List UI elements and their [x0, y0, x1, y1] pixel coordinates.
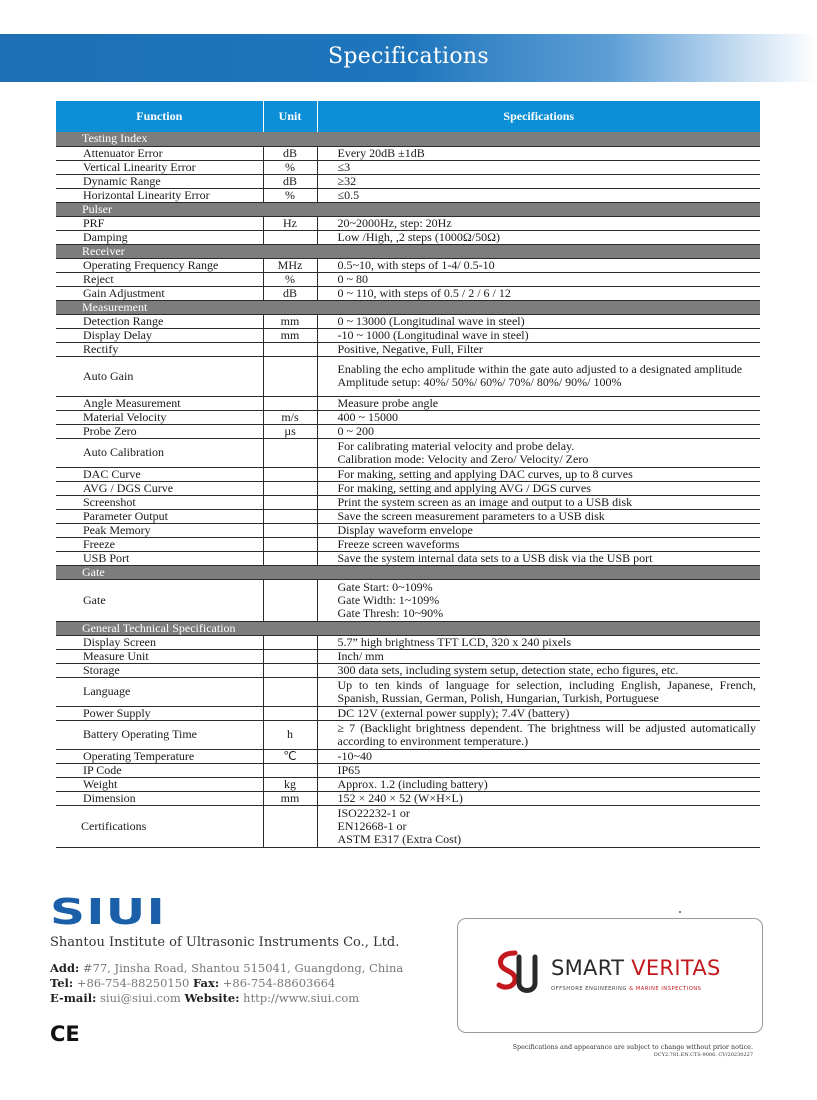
function-cell: Gain Adjustment: [56, 286, 263, 300]
spec-cell: [317, 258, 760, 272]
spec-line: Gate Start: 0~109%: [337, 579, 433, 594]
phone-line: [50, 976, 403, 991]
spec-cell: [317, 777, 760, 791]
spec-cell: [317, 523, 760, 537]
spec-line: ISO22232-1 or: [337, 805, 410, 820]
table-row: [56, 356, 760, 396]
siui-logo: SIUI: [50, 892, 167, 933]
section-title: Testing Index: [56, 132, 760, 146]
spec-line: Inch/ mm: [337, 648, 384, 663]
spec-cell: [317, 481, 760, 495]
spec-line: ≤3: [337, 159, 351, 174]
table-row: [56, 328, 760, 342]
unit-cell: µs: [263, 424, 317, 438]
spec-cell: [317, 467, 760, 481]
spec-cell: [317, 286, 760, 300]
unit-cell: dB: [263, 174, 317, 188]
unit-cell: [263, 495, 317, 509]
unit-cell: [263, 356, 317, 396]
table-row: [56, 677, 760, 706]
table-row: [56, 706, 760, 720]
spec-cell: [317, 342, 760, 356]
website-label: Website:: [184, 991, 240, 1005]
function-cell: Display Screen: [56, 635, 263, 649]
spec-line: DC 12V (external power supply); 7.4V (battery): [337, 705, 570, 720]
spec-line: IP65: [337, 762, 361, 777]
spec-line: Print the system screen as an image and output to a USB disk: [337, 494, 633, 509]
unit-cell: [263, 805, 317, 847]
spec-cell: [317, 230, 760, 244]
address-value: #77, Jinsha Road, Shantou 515041, Guangdong, China: [82, 961, 404, 975]
contact-block: [50, 961, 403, 1006]
col-header-function: Function: [56, 101, 263, 132]
table-row: [56, 216, 760, 230]
address-label: Add:: [50, 961, 80, 975]
table-row: [56, 342, 760, 356]
table-row: [56, 777, 760, 791]
table-row: [56, 509, 760, 523]
spec-cell: [317, 174, 760, 188]
table-row: [56, 230, 760, 244]
spec-line: 0 ~ 200: [337, 423, 374, 438]
spec-line: Positive, Negative, Full, Filter: [337, 341, 483, 356]
section-title: Receiver: [56, 244, 760, 258]
spec-line: ≤0.5: [337, 187, 360, 202]
spec-cell: [317, 495, 760, 509]
section-title: Measurement: [56, 300, 760, 314]
unit-cell: [263, 396, 317, 410]
spec-line: -10~40: [337, 748, 372, 763]
spec-cell: [317, 805, 760, 847]
spec-cell: [317, 720, 760, 749]
table-row: [56, 649, 760, 663]
spec-cell: [317, 579, 760, 621]
spec-line: ≥32: [337, 173, 357, 188]
function-cell: Vertical Linearity Error: [56, 160, 263, 174]
unit-cell: [263, 579, 317, 621]
function-cell: Angle Measurement: [56, 396, 263, 410]
spec-cell: [317, 356, 760, 396]
spec-cell: [317, 188, 760, 202]
section-title: General Technical Specification: [56, 621, 760, 635]
spec-line: Display waveform envelope: [337, 522, 473, 537]
unit-cell: %: [263, 160, 317, 174]
function-cell: Rectify: [56, 342, 263, 356]
table-row: [56, 523, 760, 537]
function-cell: Power Supply: [56, 706, 263, 720]
unit-cell: ℃: [263, 749, 317, 763]
document-code: DCY2.781.EN.CTS-9006. CV/20230227: [653, 1052, 753, 1058]
spec-line: Low /High, ,2 steps (1000Ω/50Ω): [337, 229, 500, 244]
table-row: [56, 663, 760, 677]
spec-cell: [317, 272, 760, 286]
function-cell: AVG / DGS Curve: [56, 481, 263, 495]
table-row: [56, 286, 760, 300]
col-header-specifications: Specifications: [317, 101, 760, 132]
unit-cell: [263, 438, 317, 467]
decorative-dot: [679, 911, 681, 913]
table-row: [56, 410, 760, 424]
function-cell: Display Delay: [56, 328, 263, 342]
table-row: [56, 720, 760, 749]
function-cell: Operating Temperature: [56, 749, 263, 763]
spec-line: 300 data sets, including system setup, detection state, echo figures, etc.: [337, 662, 679, 677]
partner-name: [551, 956, 721, 980]
spec-line: Gate Thresh: 10~90%: [337, 605, 444, 620]
col-header-unit: Unit: [263, 101, 317, 132]
spec-line: 0 ~ 110, with steps of 0.5 / 2 / 6 / 12: [337, 285, 511, 300]
spec-line: Save the system internal data sets to a USB disk via the USB port: [337, 550, 653, 565]
unit-cell: mm: [263, 314, 317, 328]
spec-line: 0 ~ 80: [337, 271, 368, 286]
spec-cell: [317, 216, 760, 230]
table-row: [56, 749, 760, 763]
spec-cell: [317, 649, 760, 663]
table-row: [56, 424, 760, 438]
function-cell: Auto Gain: [56, 356, 263, 396]
partner-name-part2: VERITAS: [631, 956, 721, 980]
partner-tagline-part1: OFFSHORE ENGINEERING: [551, 986, 627, 992]
spec-line: Approx. 1.2 (including battery): [337, 776, 488, 791]
function-cell: Measure Unit: [56, 649, 263, 663]
spec-cell: [317, 763, 760, 777]
table-row: [56, 146, 760, 160]
spec-table-container: [56, 101, 760, 848]
spec-line: 0.5~10, with steps of 1-4/ 0.5-10: [337, 257, 495, 272]
spec-cell: [317, 146, 760, 160]
section-row: [56, 202, 760, 216]
section-row: [56, 244, 760, 258]
unit-cell: h: [263, 720, 317, 749]
spec-cell: [317, 635, 760, 649]
table-row: [56, 791, 760, 805]
function-cell: Horizontal Linearity Error: [56, 188, 263, 202]
spec-cell: [317, 663, 760, 677]
unit-cell: [263, 230, 317, 244]
spec-line: ASTM E317 (Extra Cost): [337, 831, 462, 846]
unit-cell: Hz: [263, 216, 317, 230]
table-row: [56, 537, 760, 551]
spec-cell: [317, 328, 760, 342]
spec-line: Freeze screen waveforms: [337, 536, 460, 551]
tel-value: +86-754-88250150: [76, 976, 190, 990]
partner-tagline: [551, 986, 701, 992]
table-row: [56, 258, 760, 272]
spec-line: Up to ten kinds of language for selection, including English, Japanese, French, Spanish, Russian, German, Polish, Hungarian, Turkish, Portuguese: [337, 677, 756, 705]
spec-cell: [317, 749, 760, 763]
function-cell: Language: [56, 677, 263, 706]
unit-cell: MHz: [263, 258, 317, 272]
function-cell: Parameter Output: [56, 509, 263, 523]
unit-cell: [263, 635, 317, 649]
spec-line: Enabling the echo amplitude within the gate auto adjusted to a designated amplitude: [337, 362, 743, 376]
email-link[interactable]: siui@siui.com: [100, 991, 181, 1005]
function-cell: USB Port: [56, 551, 263, 565]
address-line: [50, 961, 403, 976]
function-cell: Screenshot: [56, 495, 263, 509]
function-cell: DAC Curve: [56, 467, 263, 481]
unit-cell: [263, 663, 317, 677]
function-cell: Detection Range: [56, 314, 263, 328]
spec-line: For making, setting and applying AVG / DGS curves: [337, 480, 591, 495]
function-cell: Dynamic Range: [56, 174, 263, 188]
unit-cell: %: [263, 188, 317, 202]
spec-table: [56, 101, 760, 848]
section-row: [56, 300, 760, 314]
spec-line: EN12668-1 or: [337, 818, 407, 833]
spec-table-body: [56, 132, 760, 847]
function-cell: Dimension: [56, 791, 263, 805]
spec-cell: [317, 791, 760, 805]
unit-cell: mm: [263, 791, 317, 805]
table-row: [56, 438, 760, 467]
function-cell: Reject: [56, 272, 263, 286]
table-row: [56, 188, 760, 202]
spec-line: Amplitude setup: 40%/ 50%/ 60%/ 70%/ 80%/ 90%/ 100%: [337, 375, 622, 389]
spec-cell: [317, 509, 760, 523]
smart-veritas-emblem-icon: [495, 949, 541, 999]
spec-line: Calibration mode: Velocity and Zero/ Velocity/ Zero: [337, 451, 589, 466]
spec-cell: [317, 396, 760, 410]
page-title: Specifications: [328, 44, 489, 69]
function-cell: Material Velocity: [56, 410, 263, 424]
function-cell: Attenuator Error: [56, 146, 263, 160]
spec-cell: [317, 706, 760, 720]
company-name: Shantou Institute of Ultrasonic Instruments Co., Ltd.: [50, 935, 400, 950]
spec-cell: [317, 537, 760, 551]
spec-line: Measure probe angle: [337, 395, 439, 410]
table-row: [56, 174, 760, 188]
table-row: [56, 272, 760, 286]
spec-line: 20~2000Hz, step: 20Hz: [337, 215, 452, 230]
table-row: [56, 481, 760, 495]
unit-cell: [263, 523, 317, 537]
ce-mark: CE: [50, 1022, 80, 1046]
function-cell: PRF: [56, 216, 263, 230]
function-cell: Weight: [56, 777, 263, 791]
section-row: [56, 621, 760, 635]
function-cell: Freeze: [56, 537, 263, 551]
unit-cell: [263, 649, 317, 663]
spec-line: 152 × 240 × 52 (W×H×L): [337, 790, 463, 805]
function-cell: Peak Memory: [56, 523, 263, 537]
function-cell: Auto Calibration: [56, 438, 263, 467]
spec-line: -10 ~ 1000 (Longitudinal wave in steel): [337, 327, 529, 342]
partner-name-part1: SMART: [551, 956, 625, 980]
function-cell: Damping: [56, 230, 263, 244]
spec-line: 5.7” high brightness TFT LCD, 320 x 240 pixels: [337, 634, 572, 649]
spec-line: Gate Width: 1~109%: [337, 592, 440, 607]
unit-cell: [263, 467, 317, 481]
section-title: Gate: [56, 565, 760, 579]
unit-cell: [263, 509, 317, 523]
unit-cell: [263, 537, 317, 551]
spec-line: For calibrating material velocity and probe delay.: [337, 438, 575, 453]
unit-cell: [263, 763, 317, 777]
function-cell: IP Code: [56, 763, 263, 777]
spec-cell: [317, 551, 760, 565]
web-line: [50, 991, 403, 1006]
table-row: [56, 763, 760, 777]
tel-label: Tel:: [50, 976, 74, 990]
disclaimer: Specifications and appearance are subject to change without prior notice.: [512, 1043, 753, 1051]
partner-tagline-sep: &: [629, 986, 634, 992]
spec-cell: [317, 410, 760, 424]
unit-cell: mm: [263, 328, 317, 342]
table-row: [56, 551, 760, 565]
unit-cell: dB: [263, 286, 317, 300]
spec-cell: [317, 160, 760, 174]
email-label: E-mail:: [50, 991, 97, 1005]
spec-cell: [317, 677, 760, 706]
unit-cell: [263, 677, 317, 706]
spec-line: ≥ 7 (Backlight brightness dependent. The brightness will be adjusted automatically according to environment temperature.): [337, 720, 756, 748]
function-cell: Battery Operating Time: [56, 720, 263, 749]
spec-line: Every 20dB ±1dB: [337, 145, 425, 160]
spec-cell: [317, 438, 760, 467]
section-row: [56, 565, 760, 579]
function-cell: Certifications: [56, 805, 263, 847]
spec-cell: [317, 424, 760, 438]
function-cell: Gate: [56, 579, 263, 621]
fax-label: Fax:: [193, 976, 220, 990]
unit-cell: [263, 481, 317, 495]
table-row: [56, 805, 760, 847]
spec-line: 400 ~ 15000: [337, 409, 398, 424]
fax-value: +86-754-88603664: [222, 976, 336, 990]
table-row: [56, 160, 760, 174]
spec-line: 0 ~ 13000 (Longitudinal wave in steel): [337, 313, 525, 328]
table-row: [56, 579, 760, 621]
table-row: [56, 396, 760, 410]
unit-cell: [263, 551, 317, 565]
function-cell: Operating Frequency Range: [56, 258, 263, 272]
partner-tagline-part2: MARINE INSPECTIONS: [635, 986, 702, 992]
unit-cell: m/s: [263, 410, 317, 424]
table-row: [56, 314, 760, 328]
unit-cell: %: [263, 272, 317, 286]
unit-cell: [263, 706, 317, 720]
table-header-row: [56, 101, 760, 132]
unit-cell: dB: [263, 146, 317, 160]
table-row: [56, 635, 760, 649]
spec-cell: [317, 314, 760, 328]
spec-line: For making, setting and applying DAC curves, up to 8 curves: [337, 466, 633, 481]
table-row: [56, 495, 760, 509]
unit-cell: kg: [263, 777, 317, 791]
website-link[interactable]: http://www.siui.com: [243, 991, 360, 1005]
table-row: [56, 467, 760, 481]
unit-cell: [263, 342, 317, 356]
spec-line: Save the screen measurement parameters to a USB disk: [337, 508, 605, 523]
section-row: [56, 132, 760, 146]
function-cell: Probe Zero: [56, 424, 263, 438]
section-title: Pulser: [56, 202, 760, 216]
function-cell: Storage: [56, 663, 263, 677]
